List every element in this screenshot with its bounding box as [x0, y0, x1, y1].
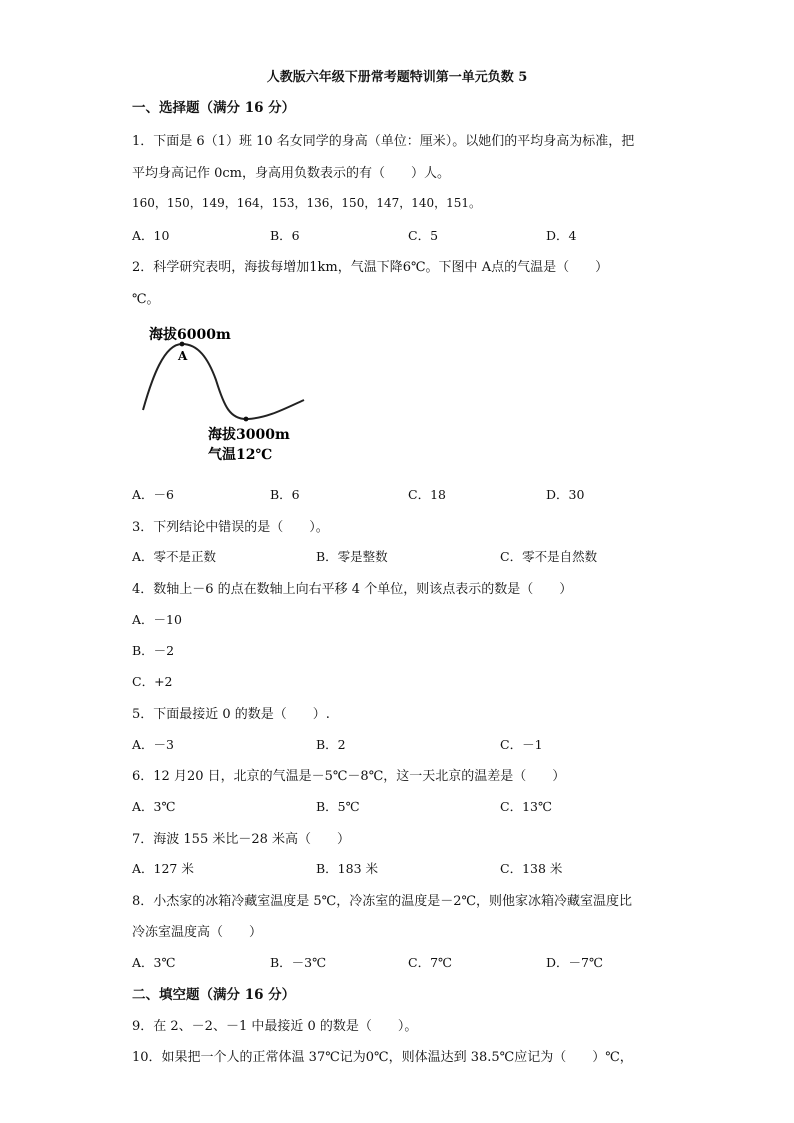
- question-8-option-c: C．7℃: [408, 955, 453, 970]
- page-title: 人教版六年级下册常考题特训第一单元负数 5: [266, 70, 528, 85]
- question-1-data: 160，150，149，164，153，136，150，147，140，151。: [132, 196, 482, 210]
- question-7-text: 7．海波 155 米比－28 米高（ ）: [132, 832, 351, 847]
- question-6-text: 6．12 月20 日，北京的气温是－5℃－8℃，这一天北京的温差是（ ）: [132, 769, 566, 784]
- question-4-option-a: A．－10: [132, 612, 182, 627]
- question-3-option-c: C．零不是自然数: [500, 549, 598, 564]
- question-7-option-a: A．127 米: [132, 861, 194, 876]
- question-1-line-2: 平均身高记作 0cm，身高用负数表示的有（ ）人。: [132, 166, 451, 181]
- altitude-curve-diagram: [138, 318, 318, 468]
- question-1-option-a: A．10: [132, 228, 170, 243]
- question-2-option-d: D．30: [546, 487, 585, 502]
- question-2-line-1: 2．科学研究表明，海拔每增加1km，气温下降6℃。下图中 A点的气温是（ ）: [132, 260, 609, 275]
- question-1-option-b: B．6: [270, 228, 300, 243]
- question-2-option-a: A．－6: [132, 487, 174, 502]
- question-4-option-b: B．－2: [132, 643, 175, 658]
- question-8-line-2: 冷冻室温度高（ ）: [132, 925, 263, 940]
- question-7-option-c: C．138 米: [500, 861, 563, 876]
- question-8-option-a: A．3℃: [132, 955, 176, 970]
- point-a-label: A: [178, 349, 188, 363]
- question-9-text: 9．在 2、－2、－1 中最接近 0 的数是（ ）。: [132, 1019, 418, 1034]
- question-10-text: 10．如果把一个人的正常体温 37℃记为0℃，则体温达到 38.5℃应记为（ ）℃，: [132, 1050, 633, 1065]
- question-8-line-1: 8．小杰家的冰箱冷藏室温度是 5℃，冷冻室的温度是－2℃，则他家冰箱冷藏室温度比: [132, 894, 633, 909]
- question-5-option-c: C．－1: [500, 737, 543, 752]
- section-heading-fill-in: 二、填空题（满分 16 分）: [132, 987, 296, 1003]
- mountain-curve: [143, 344, 304, 419]
- question-8-option-d: D．－7℃: [546, 955, 603, 970]
- valley-temperature-label: 气温12℃: [208, 447, 273, 463]
- question-6-option-b: B．5℃: [316, 799, 360, 814]
- question-2-option-b: B．6: [270, 487, 300, 502]
- question-2-line-2: ℃。: [132, 292, 160, 307]
- question-1-line-1: 1．下面是 6（1）班 10 名女同学的身高（单位：厘米）。以她们的平均身高为标准，把: [132, 134, 635, 149]
- question-7-option-b: B．183 米: [316, 861, 379, 876]
- altitude-figure: [138, 318, 318, 468]
- question-4-option-c: C．+2: [132, 674, 173, 689]
- question-4-text: 4．数轴上－6 的点在数轴上向右平移 4 个单位，则该点表示的数是（ ）: [132, 582, 573, 597]
- question-6-option-c: C．13℃: [500, 799, 552, 814]
- question-8-option-b: B．－3℃: [270, 955, 327, 970]
- valley-point: [244, 417, 249, 422]
- question-1-option-d: D．4: [546, 228, 577, 243]
- question-3-text: 3．下列结论中错误的是（ ）。: [132, 520, 329, 535]
- valley-altitude-label: 海拔3000m: [208, 427, 290, 443]
- section-heading-choice: 一、选择题（满分 16 分）: [132, 100, 296, 116]
- question-3-option-b: B．零是整数: [316, 549, 388, 564]
- question-5-option-a: A．－3: [132, 737, 174, 752]
- question-6-option-a: A．3℃: [132, 799, 176, 814]
- peak-altitude-label: 海拔6000m: [149, 327, 231, 343]
- question-1-option-c: C．5: [408, 228, 439, 243]
- question-2-option-c: C．18: [408, 487, 446, 502]
- question-3-option-a: A．零不是正数: [132, 549, 217, 564]
- question-5-text: 5．下面最接近 0 的数是（ ）.: [132, 707, 330, 722]
- question-5-option-b: B．2: [316, 737, 346, 752]
